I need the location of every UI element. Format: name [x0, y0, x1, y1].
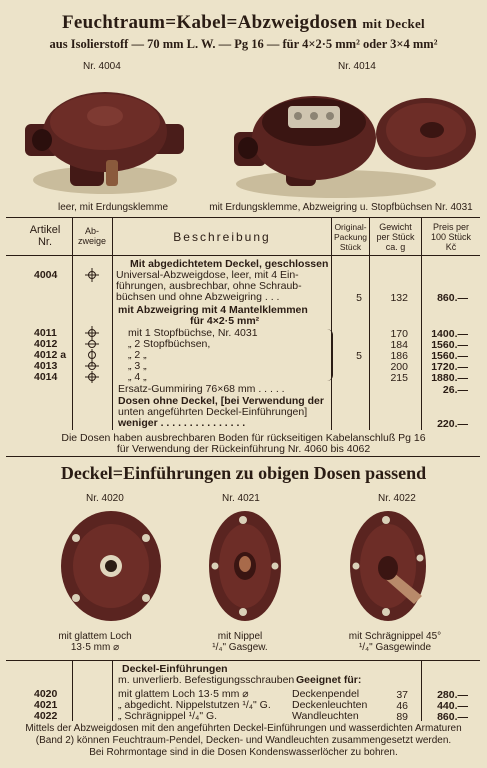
col-header-packung: Original- Packung Stück [333, 222, 368, 252]
section2-title: Deckel=Einführungen zu obigen Dosen passend [60, 463, 427, 483]
screw-head [353, 563, 360, 570]
screw-head [72, 594, 80, 602]
row-preis: 1720.— [431, 361, 468, 373]
nipple-thread [239, 556, 251, 572]
screw-head [382, 516, 390, 524]
photo-4014-caption: mit Erdungsklemme, Abzweigring u. Stopfbüchsen Nr. 4031 [209, 202, 473, 213]
photo-4022-number: Nr. 4022 [378, 493, 416, 504]
screw-head [72, 534, 80, 542]
row-nr: 4011 [34, 327, 57, 339]
lid-emblem [87, 106, 123, 126]
row-nr: 4020 [34, 688, 58, 700]
photo-4022-caption-2: ¹/₄" Gasgewinde [358, 642, 432, 653]
footer-line: Bei Rohrmontage sind in die Dosen Kondenswasserlöcher zu bohren. [89, 747, 398, 758]
junction-symbols-icon [85, 326, 99, 386]
row-preis: 1560.— [431, 339, 468, 351]
col-header-preis: Preis per 100 Stück Kč [430, 222, 472, 252]
table2-top-rule [6, 660, 480, 661]
photo-4021-caption-1: mit Nippel [217, 631, 263, 642]
row-desc: „ 2 Stopfbüchsen, [128, 338, 211, 350]
screw-head [212, 563, 219, 570]
row-4004-nr: 4004 [34, 269, 58, 281]
row-nr: 4013 [34, 360, 58, 372]
ohne-deckel-line: Dosen ohne Deckel, [bei Verwendung der [118, 395, 324, 407]
col-header-artikel [18, 224, 72, 248]
cover-hole-inner [105, 560, 117, 572]
table2-divider [72, 661, 73, 721]
title-main: Feuchtraum=Kabel=Abzweigdosen [62, 12, 358, 33]
group1-desc-line: büchsen und ohne Abzweigring . . . [116, 291, 280, 303]
row-preis: 860.— [437, 711, 468, 723]
table1-divider [112, 218, 113, 430]
photo-4014-number: Nr. 4014 [338, 61, 376, 72]
row-desc: „ abgedicht. Nippelstutzen ¹/₄" G. [118, 699, 271, 711]
section-divider [6, 456, 480, 457]
row-preis: 1880.— [431, 372, 468, 384]
table1-header-rule [6, 255, 480, 256]
photo-4004-caption: leer, mit Erdungsklemme [57, 202, 169, 213]
group2-subtitle: für 4×2·5 mm² [190, 315, 260, 327]
screw-head [382, 608, 390, 616]
junction-box-4014-image [226, 72, 481, 202]
row-preis: 1400.— [431, 328, 468, 340]
cover-4020-image [56, 506, 166, 624]
terminal-screw [294, 112, 302, 120]
row-desc: „ 4 „ [128, 371, 147, 383]
terminal-screw [310, 112, 318, 120]
row-gewicht: 184 [390, 339, 408, 351]
photo-4022-caption-1: mit Schrägnippel 45° [348, 631, 442, 642]
photo-4020-caption-2: 13·5 mm ⌀ [70, 642, 120, 653]
row-preis: 440.— [437, 700, 468, 712]
group1-desc-line: führungen, ausbrechbar, ohne Schraub- [116, 280, 302, 292]
row-use: Deckenleuchten [292, 699, 368, 711]
row-gewicht: 200 [390, 361, 408, 373]
table2-head: Deckel-Einführungen [122, 663, 228, 675]
footer-line: Mittels der Abzweigdosen mit den angeführten Deckel-Einführungen und wasserdichten Armaturen [25, 723, 462, 734]
nipple-base [378, 556, 398, 580]
rows-packung: 5 [356, 350, 362, 362]
table1-top-rule [6, 217, 480, 218]
title-suffix: mit Deckel [362, 16, 425, 31]
table2-geeignet: Geeignet für: [296, 674, 362, 686]
ersatz-preis: 26.— [442, 384, 468, 396]
screw-head [239, 516, 247, 524]
table1-divider [72, 218, 73, 430]
col-header-beschreibung: Beschreibung [173, 230, 271, 244]
row-nr: 4014 [34, 371, 58, 383]
photo-4020-caption-1: mit glattem Loch [58, 631, 132, 642]
row-nr: 4022 [34, 710, 58, 722]
row-desc: „ Schrägnippel ¹/₄" G. [118, 710, 218, 722]
row-gewicht: 170 [390, 328, 408, 340]
cover-4022-image [342, 506, 442, 624]
lid-logo [420, 122, 444, 138]
row-desc: „ 3 „ [128, 360, 147, 372]
row-preis: 1560.— [431, 350, 468, 362]
screw-head [417, 555, 424, 562]
port-hole-left [32, 129, 52, 151]
table2-divider [112, 661, 113, 721]
junction-box-4004-image [20, 72, 190, 200]
row-desc: mit glattem Loch 13·5 mm ⌀ [118, 688, 249, 700]
row-gewicht: 186 [390, 350, 408, 362]
col-header-artikel-text: Artikel [29, 224, 61, 236]
col-header-abzweige: Ab- zweige [77, 226, 106, 246]
row-nr: 4021 [34, 699, 58, 711]
port-hole-left [238, 137, 258, 159]
screw-head [272, 563, 279, 570]
photo-4020-number: Nr. 4020 [86, 493, 124, 504]
junction-symbol-icon [85, 268, 99, 282]
row-gewicht: 215 [390, 372, 408, 384]
ohne-deckel-line: unten angeführten Deckel-Einführungen] [118, 406, 308, 418]
row-use: Deckenpendel [292, 688, 360, 700]
row-gewicht: 89 [396, 711, 408, 723]
row-gewicht: 46 [396, 700, 408, 712]
ersatz-desc: Ersatz-Gummiring 76×68 mm . . . . . [118, 383, 285, 395]
row-use: Wandleuchten [292, 710, 359, 722]
group1-desc-line: Universal-Abzweigdose, leer, mit 4 Ein- [116, 269, 299, 281]
row-gewicht: 37 [396, 689, 408, 701]
page-subtitle: aus Isolierstoff — 70 mm L. W. — Pg 16 — für 4×2·5 mm² oder 3×4 mm² [49, 37, 438, 51]
photo-4021-caption-2: ¹/₄" Gasgew. [212, 642, 268, 653]
group2-title: mit Abzweigring mit 4 Mantelklemmen [118, 304, 308, 316]
row-preis: 280.— [437, 689, 468, 701]
col-header-nr-text: Nr. [37, 236, 53, 248]
group1-title: Mit abgedichtetem Deckel, geschlossen [130, 258, 329, 270]
ohne-deckel-line: weniger . . . . . . . . . . . . . . . [118, 417, 246, 429]
ohne-deckel-preis: 220.— [437, 418, 468, 430]
row-desc: „ 2 „ [128, 349, 147, 361]
table2-subhead: m. unverlierb. Befestigungsschrauben [118, 674, 295, 686]
terminal-screw [326, 112, 334, 120]
photo-4021-number: Nr. 4021 [222, 493, 260, 504]
row-4004-gewicht: 132 [390, 292, 408, 304]
screw-head [142, 594, 150, 602]
row-nr: 4012 a [34, 349, 67, 361]
table1-note-line: für Verwendung der Rückeinführung Nr. 4060 bis 4062 [116, 443, 371, 455]
cover-4021-image [205, 506, 285, 624]
row-4004-preis: 860.— [437, 292, 468, 304]
page-title [0, 12, 487, 34]
screw-head [239, 608, 247, 616]
earth-terminal [106, 160, 118, 186]
screw-head [142, 534, 150, 542]
table2-divider [421, 661, 422, 721]
col-header-gewicht: Gewicht per Stück ca. g [376, 222, 415, 252]
row-desc: mit 1 Stopfbüchse, Nr. 4031 [128, 327, 258, 339]
grouping-brace [326, 329, 333, 381]
photo-4004-number: Nr. 4004 [83, 61, 121, 72]
row-4004-packung: 5 [356, 292, 362, 304]
table1-note-line: Die Dosen haben ausbrechbaren Boden für rückseitigen Kabelanschluß Pg 16 [61, 432, 426, 444]
footer-line: (Band 2) können Feuchtraum-Pendel, Decken- und Wandleuchten zusammengesetzt werden. [35, 735, 452, 746]
row-nr: 4012 [34, 338, 58, 350]
